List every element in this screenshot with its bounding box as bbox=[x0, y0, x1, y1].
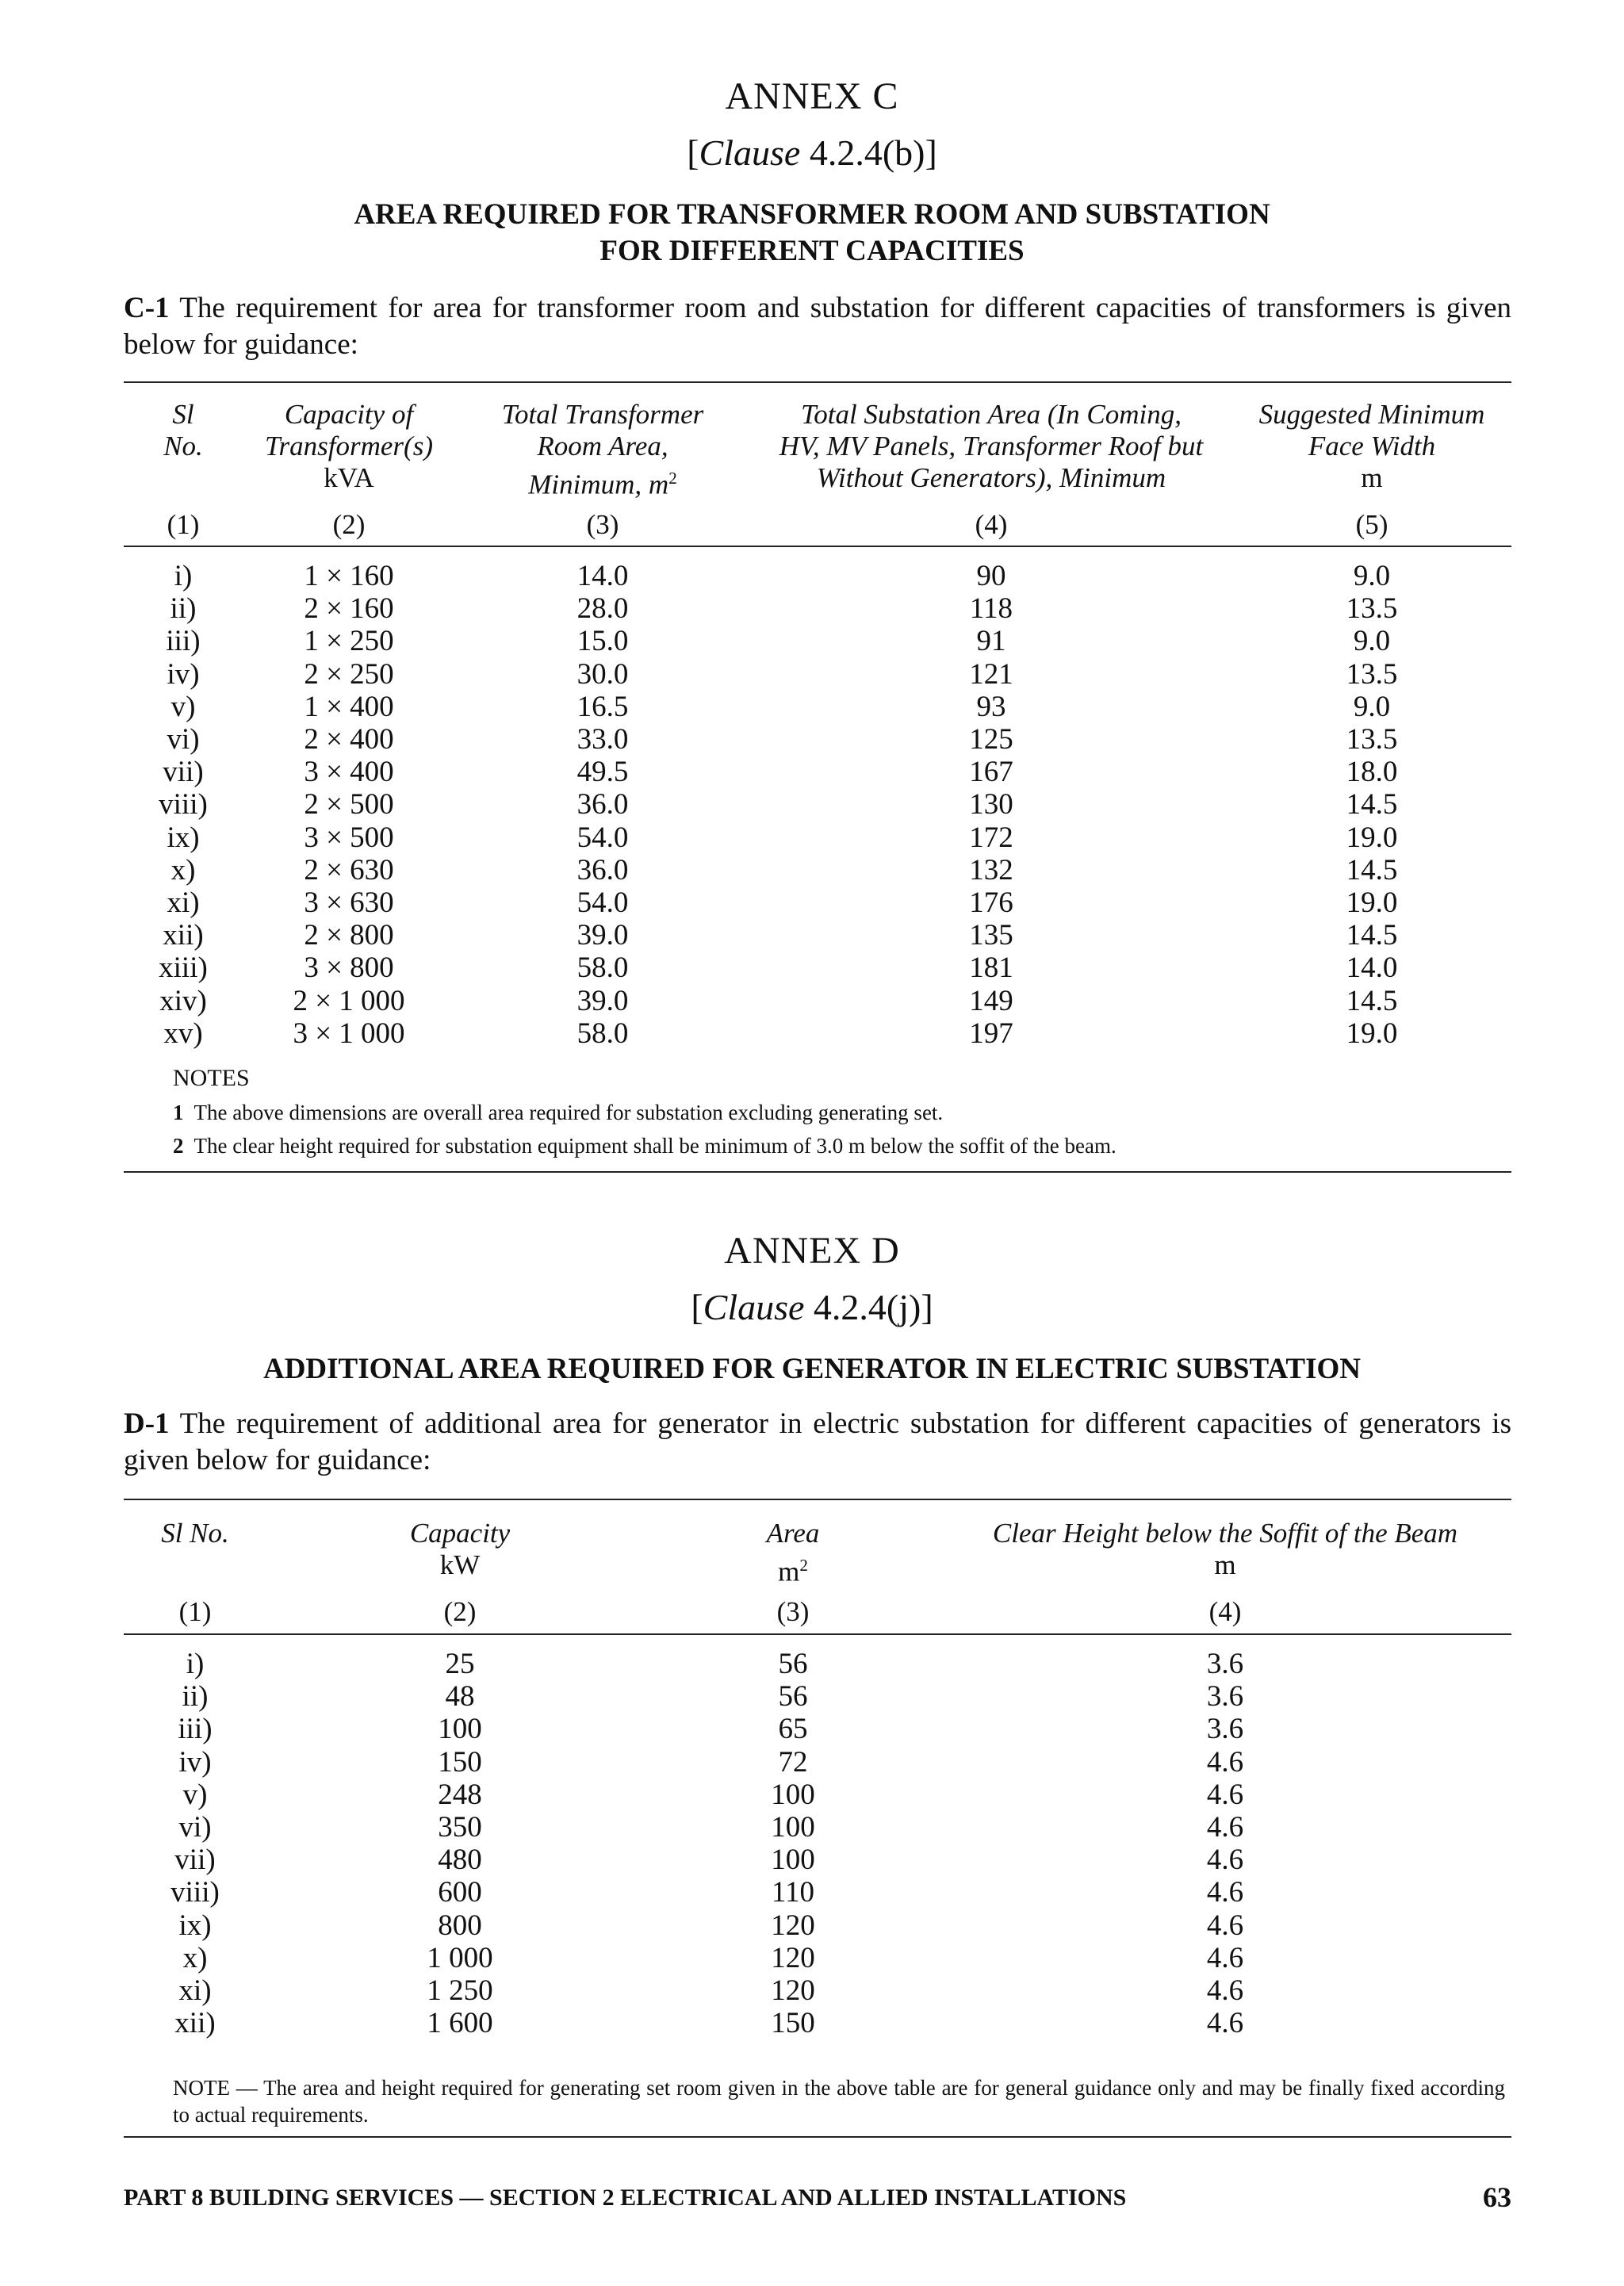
table-c-cell: 3 × 800 bbox=[304, 952, 394, 985]
annex-c-clause-ref: 4.2.4(b) bbox=[809, 132, 925, 173]
table-c-row bbox=[0, 691, 1624, 723]
annex-d-paragraph bbox=[124, 1406, 1511, 1479]
table-c-header-capacity bbox=[230, 399, 468, 494]
annex-c-note-2 bbox=[173, 1132, 1505, 1159]
table-c-cell: 91 bbox=[976, 625, 1006, 658]
table-d-cell: ix) bbox=[178, 1909, 212, 1942]
table-c-cell: viii) bbox=[159, 788, 208, 821]
annex-d-clause-ref: 4.2.4(j) bbox=[813, 1287, 921, 1327]
annex-d-note bbox=[173, 2074, 1505, 2128]
table-c-row bbox=[0, 560, 1624, 592]
table-c-cell: 15.0 bbox=[576, 625, 629, 658]
table-d-header-capacity bbox=[341, 1518, 579, 1581]
table-c-row bbox=[0, 919, 1624, 952]
table-d-colnum-1: (1) bbox=[178, 1596, 212, 1627]
annex-d-clause-word: Clause bbox=[703, 1287, 805, 1327]
table-c-cell: 176 bbox=[969, 886, 1013, 919]
table-d-cell: 4.6 bbox=[1206, 1909, 1244, 1942]
table-d-cell: iv) bbox=[178, 1745, 212, 1779]
table-c-cell: 90 bbox=[976, 560, 1006, 592]
page-footer-title: PART 8 BUILDING SERVICES — SECTION 2 ELECTRICAL AND ALLIED INSTALLATIONS bbox=[124, 2185, 1127, 2211]
annex-c-para-text: The requirement for area for transformer room and substation for different capacities of transformers is given below for guidance: bbox=[124, 292, 1511, 361]
table-d-cell: 480 bbox=[438, 1844, 482, 1877]
table-c-colnum-4: (4) bbox=[975, 509, 1008, 540]
table-d-cell: 56 bbox=[778, 1648, 808, 1680]
table-c-bottom-rule bbox=[124, 1171, 1511, 1173]
table-c-cell: 2 × 400 bbox=[304, 723, 394, 756]
table-d-row bbox=[0, 1811, 1624, 1844]
table-c-cell: 121 bbox=[969, 657, 1013, 691]
table-d-cell: i) bbox=[186, 1648, 205, 1680]
table-c-cell: 58.0 bbox=[576, 952, 629, 985]
table-d-cell: xii) bbox=[174, 2007, 216, 2040]
table-d-row bbox=[0, 1909, 1624, 1942]
table-c-cell: 19.0 bbox=[1346, 1017, 1398, 1050]
table-c-cell: 135 bbox=[969, 919, 1013, 952]
table-c-cell: 39.0 bbox=[576, 919, 629, 952]
table-c-cell: 19.0 bbox=[1346, 886, 1398, 919]
table-d-cell: 3.6 bbox=[1206, 1648, 1244, 1680]
table-c-row bbox=[0, 1017, 1624, 1050]
table-d-cell: 100 bbox=[771, 1811, 815, 1844]
table-c-cell: v) bbox=[170, 690, 196, 723]
table-c-top-rule bbox=[124, 381, 1511, 383]
table-c-cell: 3 × 400 bbox=[304, 756, 394, 789]
table-d-cell: viii) bbox=[170, 1876, 220, 1909]
table-c-cell: 13.5 bbox=[1346, 723, 1398, 756]
table-d-cell: 4.6 bbox=[1206, 1941, 1244, 1974]
table-c-colnum-3: (3) bbox=[586, 509, 619, 540]
table-c-cell: ii) bbox=[170, 592, 197, 626]
table-c-cell: 130 bbox=[969, 788, 1013, 821]
table-d-cell: ii) bbox=[182, 1680, 209, 1714]
table-c-header-sl-line1: Sl bbox=[172, 399, 194, 430]
table-c-row bbox=[0, 854, 1624, 886]
table-c-cell: xiv) bbox=[159, 984, 207, 1017]
table-d-header-sl: Sl No. bbox=[161, 1518, 229, 1549]
table-d-cell: 248 bbox=[438, 1778, 482, 1811]
annex-c-note-1-text: The above dimensions are overall area required for substation excluding generating set. bbox=[193, 1101, 944, 1124]
table-d-header-rule bbox=[124, 1633, 1511, 1635]
annex-d-note-text: The area and height required for generating set room given in the above table are for general guidance only and may be finally fixed according to actual requirements. bbox=[173, 2076, 1505, 2127]
table-c-row bbox=[0, 625, 1624, 657]
annex-c-note-1-num: 1 bbox=[173, 1101, 184, 1124]
table-d-row bbox=[0, 1974, 1624, 2007]
table-c-cell: 93 bbox=[976, 690, 1006, 723]
table-c-row bbox=[0, 985, 1624, 1017]
table-c-cell: xv) bbox=[163, 1017, 203, 1050]
table-c-colnum-1: (1) bbox=[167, 509, 200, 540]
table-d-cell: 4.6 bbox=[1206, 1778, 1244, 1811]
table-d-cell: 65 bbox=[778, 1713, 808, 1746]
table-c-cell: 9.0 bbox=[1353, 690, 1391, 723]
table-c-row bbox=[0, 821, 1624, 854]
table-c-cell: 14.5 bbox=[1346, 919, 1398, 952]
table-d-row bbox=[0, 1713, 1624, 1745]
table-c-cell: 30.0 bbox=[576, 657, 629, 691]
table-c-cell: 3 × 1 000 bbox=[293, 1017, 405, 1050]
table-c-cell: 36.0 bbox=[576, 853, 629, 886]
table-c-cell: 1 × 160 bbox=[304, 560, 394, 592]
table-d-cell: iii) bbox=[178, 1713, 213, 1746]
table-d-row bbox=[0, 1876, 1624, 1909]
table-c-row bbox=[0, 658, 1624, 691]
annex-c-note-2-num: 2 bbox=[173, 1134, 184, 1158]
table-c-cell: xiii) bbox=[159, 952, 208, 985]
annex-d-clause: [Clause 4.2.4(j)] bbox=[691, 1287, 933, 1327]
table-d-cell: 150 bbox=[438, 1745, 482, 1779]
table-d-cell: 56 bbox=[778, 1680, 808, 1714]
table-d-cell: 48 bbox=[445, 1680, 475, 1714]
table-d-cell: 1 000 bbox=[427, 1941, 493, 1974]
table-d-cell: 150 bbox=[771, 2007, 815, 2040]
table-c-cell: 13.5 bbox=[1346, 657, 1398, 691]
table-d-header-capacity-line1: Capacity bbox=[409, 1518, 511, 1549]
table-c-row bbox=[0, 723, 1624, 756]
table-c-cell: 181 bbox=[969, 952, 1013, 985]
table-c-cell: 132 bbox=[969, 853, 1013, 886]
annex-c-clause-word: Clause bbox=[699, 132, 801, 173]
table-d-cell: 100 bbox=[771, 1844, 815, 1877]
table-c-cell: 3 × 500 bbox=[304, 821, 394, 854]
table-d-bottom-rule bbox=[124, 2136, 1511, 2138]
table-c-header-face-width-line2: Face Width bbox=[1308, 431, 1436, 461]
table-c-cell: 172 bbox=[969, 821, 1013, 854]
annex-c-heading-line2: FOR DIFFERENT CAPACITIES bbox=[599, 235, 1025, 267]
table-d-colnum-3: (3) bbox=[776, 1596, 810, 1627]
annex-c-notes-title: NOTES bbox=[173, 1065, 250, 1091]
table-c-header-substation-line2: HV, MV Panels, Transformer Roof but bbox=[779, 431, 1204, 461]
table-c-cell: 14.5 bbox=[1346, 984, 1398, 1017]
annex-c-title: ANNEX C bbox=[725, 75, 899, 117]
table-c-row bbox=[0, 788, 1624, 821]
table-d-cell: 3.6 bbox=[1206, 1713, 1244, 1746]
table-c-cell: 14.0 bbox=[1346, 952, 1398, 985]
table-d-colnum-4: (4) bbox=[1208, 1596, 1242, 1627]
table-c-cell: 28.0 bbox=[576, 592, 629, 626]
table-c-header-substation-line3: Without Generators), Minimum bbox=[816, 462, 1166, 493]
table-c-header-substation-area bbox=[737, 399, 1245, 494]
table-c-cell: 3 × 630 bbox=[304, 886, 394, 919]
table-c-cell: 2 × 800 bbox=[304, 919, 394, 952]
table-c-cell: 118 bbox=[969, 592, 1013, 626]
table-c-row bbox=[0, 756, 1624, 788]
table-c-cell: 54.0 bbox=[576, 821, 629, 854]
table-d-cell: xi) bbox=[178, 1974, 212, 2007]
table-d-cell: 4.6 bbox=[1206, 1876, 1244, 1909]
table-d-row bbox=[0, 1746, 1624, 1779]
table-c-header-face-width bbox=[1237, 399, 1507, 494]
table-c-cell: 19.0 bbox=[1346, 821, 1398, 854]
table-c-header-face-width-line1: Suggested Minimum bbox=[1258, 399, 1485, 430]
table-c-cell: vii) bbox=[163, 756, 204, 789]
table-d-header-area: Area $m^2$ bbox=[698, 1518, 888, 1588]
table-c-cell: 2 × 250 bbox=[304, 657, 394, 691]
table-c-cell: xii) bbox=[163, 919, 204, 952]
table-c-cell: 14.5 bbox=[1346, 788, 1398, 821]
table-d-cell: 4.6 bbox=[1206, 1745, 1244, 1779]
annex-d-para-label: D-1 bbox=[124, 1407, 170, 1440]
table-d-header-clear-height bbox=[936, 1518, 1515, 1581]
table-d-cell: x) bbox=[182, 1941, 208, 1974]
table-c-colnum-5: (5) bbox=[1355, 509, 1388, 540]
table-c-cell: 2 × 500 bbox=[304, 788, 394, 821]
table-c-header-room-area-line2: Room Area, bbox=[537, 431, 668, 461]
table-c-cell: iv) bbox=[167, 657, 200, 691]
table-c-cell: 18.0 bbox=[1346, 756, 1398, 789]
table-d-top-rule bbox=[124, 1499, 1511, 1500]
table-c-cell: 2 × 1 000 bbox=[293, 984, 405, 1017]
table-c-header-room-area-line3: Minimum, m bbox=[528, 469, 669, 500]
table-c-cell: 2 × 630 bbox=[304, 853, 394, 886]
table-d-cell: 100 bbox=[771, 1778, 815, 1811]
table-d-cell: 4.6 bbox=[1206, 2007, 1244, 2040]
table-c-cell: 16.5 bbox=[576, 690, 629, 723]
annex-c-para-label: C-1 bbox=[124, 292, 170, 324]
annex-c-heading-line1: AREA REQUIRED FOR TRANSFORMER ROOM AND SUBSTATION bbox=[354, 198, 1270, 231]
annex-c-heading bbox=[0, 197, 1624, 270]
table-d-cell: 3.6 bbox=[1206, 1680, 1244, 1714]
table-d-row bbox=[0, 1648, 1624, 1680]
table-d-cell: 600 bbox=[438, 1876, 482, 1909]
annex-d-note-label: NOTE — bbox=[173, 2076, 258, 2100]
table-d-cell: 4.6 bbox=[1206, 1844, 1244, 1877]
page-number: 63 bbox=[1483, 2181, 1511, 2213]
table-d-cell: 4.6 bbox=[1206, 1811, 1244, 1844]
table-d-row bbox=[0, 1844, 1624, 1876]
table-d-cell: 25 bbox=[445, 1648, 475, 1680]
table-c-header-room-area-line1: Total Transformer bbox=[501, 399, 704, 430]
table-c-cell: iii) bbox=[166, 625, 201, 658]
table-d-cell: 120 bbox=[771, 1909, 815, 1942]
table-d-cell: 120 bbox=[771, 1974, 815, 2007]
table-c-cell: 54.0 bbox=[576, 886, 629, 919]
table-c-cell: 1 × 250 bbox=[304, 625, 394, 658]
table-c-header-capacity-line2: Transformer(s) bbox=[265, 431, 433, 461]
table-c-row bbox=[0, 592, 1624, 625]
table-c-cell: 197 bbox=[969, 1017, 1013, 1050]
table-c-header-face-width-unit: m bbox=[1361, 462, 1383, 493]
table-d-row bbox=[0, 2007, 1624, 2039]
table-c-colnum-2: (2) bbox=[332, 509, 366, 540]
table-c-cell: xi) bbox=[167, 886, 200, 919]
table-c-cell: 58.0 bbox=[576, 1017, 629, 1050]
table-d-header-clear-height-line1: Clear Height below the Soffit of the Beam bbox=[992, 1518, 1458, 1549]
table-c-header-capacity-unit: kVA bbox=[324, 462, 374, 493]
table-c-header-substation-line1: Total Substation Area (In Coming, bbox=[800, 399, 1182, 430]
table-c-cell: 39.0 bbox=[576, 984, 629, 1017]
table-d-row bbox=[0, 1942, 1624, 1974]
table-c-cell: 49.5 bbox=[576, 756, 629, 789]
table-c-cell: vi) bbox=[167, 723, 200, 756]
table-c-row bbox=[0, 886, 1624, 919]
annex-d-para-text: The requirement of additional area for generator in electric substation for different capacities of generators is given below for guidance: bbox=[124, 1407, 1511, 1476]
table-c-cell: 167 bbox=[969, 756, 1013, 789]
table-d-row bbox=[0, 1779, 1624, 1811]
annex-c-paragraph bbox=[124, 290, 1511, 363]
table-c-cell: 14.5 bbox=[1346, 853, 1398, 886]
table-c-row bbox=[0, 952, 1624, 984]
table-c-cell: 33.0 bbox=[576, 723, 629, 756]
table-d-cell: 4.6 bbox=[1206, 1974, 1244, 2007]
table-d-cell: 100 bbox=[438, 1713, 482, 1746]
table-d-cell: 110 bbox=[771, 1876, 815, 1909]
table-c-cell: i) bbox=[174, 560, 193, 592]
table-c-header-sl-line2: No. bbox=[163, 431, 203, 461]
table-c-cell: 14.0 bbox=[576, 560, 629, 592]
table-d-cell: v) bbox=[182, 1778, 208, 1811]
annex-d-heading: ADDITIONAL AREA REQUIRED FOR GENERATOR IN ELECTRIC SUBSTATION bbox=[262, 1353, 1361, 1385]
table-d-header-area-line1: Area bbox=[766, 1518, 820, 1549]
table-c-header-room-area: Total Transformer Room Area, Minimum, $m^2$ bbox=[468, 399, 737, 501]
table-c-header-capacity-line1: Capacity of bbox=[284, 399, 414, 430]
table-d-header-capacity-unit: kW bbox=[439, 1549, 481, 1580]
table-c-header-rule bbox=[124, 546, 1511, 547]
annex-c-note-2-text: The clear height required for substation equipment shall be minimum of 3.0 m below the soffit of the beam. bbox=[193, 1134, 1116, 1158]
table-c-cell: 1 × 400 bbox=[304, 690, 394, 723]
table-c-cell: 125 bbox=[969, 723, 1013, 756]
table-d-colnum-2: (2) bbox=[443, 1596, 477, 1627]
annex-c-clause: [Clause 4.2.4(b)] bbox=[687, 132, 937, 173]
table-c-cell: 149 bbox=[969, 984, 1013, 1017]
table-d-cell: vi) bbox=[178, 1811, 212, 1844]
table-d-cell: 1 250 bbox=[427, 1974, 493, 2007]
table-c-cell: 9.0 bbox=[1353, 560, 1391, 592]
table-c-header-sl bbox=[140, 399, 227, 462]
table-c-cell: 2 × 160 bbox=[304, 592, 394, 626]
table-c-cell: ix) bbox=[167, 821, 200, 854]
table-d-cell: 800 bbox=[438, 1909, 482, 1942]
table-d-row bbox=[0, 1680, 1624, 1713]
table-d-header-area-unit: m bbox=[778, 1556, 800, 1587]
table-c-cell: 36.0 bbox=[576, 788, 629, 821]
table-d-cell: 72 bbox=[778, 1745, 808, 1779]
table-d-header-clear-height-unit: m bbox=[1214, 1549, 1236, 1580]
table-d-cell: 120 bbox=[771, 1941, 815, 1974]
table-c-cell: 13.5 bbox=[1346, 592, 1398, 626]
table-d-cell: 1 600 bbox=[427, 2007, 493, 2040]
table-d-cell: vii) bbox=[174, 1844, 216, 1877]
table-c-cell: x) bbox=[170, 853, 196, 886]
annex-c-note-1 bbox=[173, 1099, 1505, 1126]
table-c-cell: 9.0 bbox=[1353, 625, 1391, 658]
annex-d-title: ANNEX D bbox=[724, 1230, 900, 1272]
table-d-cell: 350 bbox=[438, 1811, 482, 1844]
